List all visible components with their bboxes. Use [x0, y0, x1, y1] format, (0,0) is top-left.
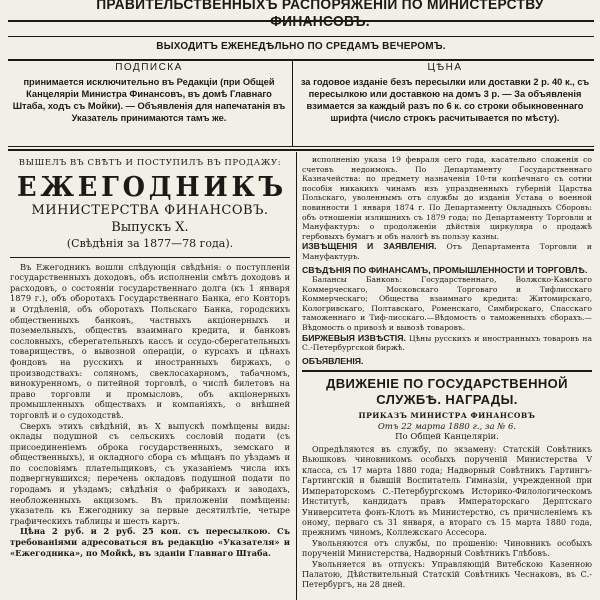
contents-paragraph: Въ Ежегодникъ вошли слѣдующія свѣдѣнія: о поступленіи государственныхъ доходовъ, объ исполненіи смѣтъ доходовъ и расходовъ, о состояніи государственнаго долга (къ 1 января 1879 г.), объ оборотахъ Государственнаго Банка, его Конторъ и Отдѣленій, объ оборотахъ Польскаго Банка, городскихъ общественныхъ банковъ, частныхъ акціонерныхъ и поземельныхъ, обществъ взаимнаго кредита, и банковъ сословныхъ, сберегательныхъ кассъ и ссудо-сберегательныхъ товариществъ, о вывозной операціи, о курсахъ и цѣнахъ фондовъ на русскихъ и иностранныхъ биржахъ, о производствахъ: соляномъ, свеклосахарномъ, табачномъ, винокуренномъ, о питейной торговлѣ, о числѣ билетовъ на право торговли и промысловъ, объ акціонерныхъ промышленныхъ обществахъ и компаніяхъ, о внѣшней торговлѣ и о судоходствѣ. [10, 261, 290, 420]
left-column [10, 156, 290, 558]
leave-paragraph: Увольняется въ отпускъ: Управляющій Витебскою Казенною Палатою, Дѣйствительный Статскій Совѣтникъ Чеснаковъ, въ С.-Петербургъ, на 28 дней. [302, 559, 592, 590]
exchange-heading: БИРЖЕВЫЯ ИЗВѢСТІЯ. [302, 332, 406, 343]
right-column [302, 155, 592, 591]
release-announcement: ВЫШЕЛЪ ВЪ СВѢТЪ И ПОСТУПИЛЪ ВЪ ПРОДАЖУ: [18, 158, 282, 168]
order-office: По Общей Канцеляріи. [395, 432, 499, 443]
price-text: за годовое изданіе безъ пересылки или доставки 2 р. 40 к., съ пересылкою или доставкою на домъ 3 р. — За объявленія взимается за каждый разъ по 6 к. со строки обыкновеннаго шрифта (число строкъ расчитывается по мѣсту). [300, 77, 590, 123]
price-paragraph: Цѣна 2 руб. и 2 руб. 25 коп. съ пересылкою. Съ требованіями адресоваться въ редакцію «Указателя» и «Ежегодника», по Мойкѣ, въ зданіи Главнаго Штаба. [10, 526, 290, 558]
service-section-heading: ДВИЖЕНІЕ ПО ГОСУДАРСТВЕННОЙ СЛУЖБѢ. НАГРАДЫ. [326, 376, 568, 408]
box-divider [292, 61, 293, 146]
subscription-heading: ПОДПИСКА [115, 62, 183, 73]
masthead-rule [8, 20, 594, 22]
boxes-rule-2 [8, 149, 594, 151]
dismissals-paragraph: Увольняются отъ службы, по прошенію: Чиновникъ особыхъ порученій Министерства, Надворный Совѣтникъ Глѣбовъ. [302, 538, 592, 559]
order-date: Отъ 22 марта 1880 г., за № 6. [377, 421, 517, 432]
news-heading: ИЗВѢЩЕНІЯ И ЗАЯВЛЕНІЯ. [302, 241, 437, 252]
masthead-title: ПРАВИТЕЛЬСТВЕННЫХЪ РАСПОРЯЖЕНІИ ПО МИНИСТЕРСТВУ [96, 0, 544, 13]
issue-years: (Свѣдѣнія за 1877—78 года). [66, 236, 234, 250]
finance-heading: СВѢДѢНІЯ ПО ФИНАНСАМЪ, ПРОМЫШЛЕННОСТИ И ТОРГОВЛѢ. [302, 264, 588, 275]
publication-tagline: ВЫХОДИТЪ ЕЖЕНЕДѢЛЬНО ПО СРЕДАМЪ ВЕЧЕРОМЪ. [156, 41, 446, 52]
boxes-rule [8, 146, 594, 147]
book-title: ЕЖЕГОДНИКЪ [17, 171, 287, 203]
order-title: ПРИКАЗЪ МИНИСТРА ФИНАНСОВЪ [358, 411, 536, 421]
finance-text: Балансы Банковъ: Государственнаго, Волжско-Камскаго Коммерческаго, Московскаго Торговаго и Тифлисскаго Коммерческаго; Общества взаимнаго кредита: Житомирскаго, Кологривскаго, Полтавскаго, Роменскаго, Симбирскаго, Спасскаго таможеннаго и Тиф-лисскаго.—Вѣдомость о таможенныхъ сборахъ.—Вѣдомость о привозѣ и вывозѣ товаровъ. [302, 275, 592, 332]
subscription-text: принимается исключительно въ Редакціи (при Общей Канцеляріи Министра Финансовъ, въ домѣ Главнаго Штаба, ходъ съ Мойки). — Объявленія для напечатанія въ Указатель принимаются тамъ же. [12, 77, 286, 123]
book-subtitle: МИНИСТЕРСТВА ФИНАНСОВЪ. [31, 202, 269, 218]
column-divider [296, 152, 297, 600]
appointments-paragraph: Опредѣляются въ службу, по экзамену: Статскій Совѣтникъ Вьюшковъ чиновникомъ особыхъ порученій Министерства V класса, съ 17 марта 1880 года; Надворный Совѣтникъ Гартингъ-Гартингскій и бывшій Воспитатель Гимназіи, учрежденной при Императорскомъ С.-Петербургскомъ Историко-Филологическомъ Институтѣ, кандидатъ правъ Императорскаго Дерптскаго Университета фонъ-Клотъ въ Министерство, съ причисленіемъ къ оному, перваго съ 31 января, а втораго съ 15 марта 1880 года, прежнимъ чиномъ, Коллежскаго Ассесора. [302, 445, 592, 538]
tagline-rule [8, 59, 594, 61]
masthead-rule-2 [8, 36, 594, 37]
issue-number: Выпускъ X. [111, 219, 189, 235]
ads-heading: ОБЪЯВЛЕНІЯ. [302, 355, 364, 366]
section-rule [302, 370, 592, 372]
ministry-orders-text: исполненію указа 19 февраля сего года, касательно сложенія со счетовъ недоимокъ. По Департаменту Государственнаго Казначейства: по предмету назначенія 10-ти копѣечнаго съ сотни пособія никакихъ чинамъ изъ упраздненныхъ губерній Царства Польскаго, уволеннымъ отъ службы до изданія Устава о военной повинности 1 января 1874 г. По Департаменту Окладныхъ Сборовъ: объ отношеніи излишнихъ съ 1879 года; по Департаменту Торговли и Мануфактуръ: о продолженіи дѣйствія циркуляра о продажѣ гербовыхъ бумагъ и объ налогѣ въ пользу казны. [302, 155, 592, 241]
divider [10, 257, 290, 258]
exchange-text: Цѣны русскихъ и иностранныхъ товаровъ на С.-Петербургской биржѣ. [302, 333, 593, 353]
price-heading: ЦѢНА [427, 62, 463, 73]
supplement-paragraph: Сверхъ этихъ свѣдѣній, въ X выпускѣ помѣщены виды: оклады подушной съ сельскихъ сословій подати (съ присоединеніемъ оброка государственныхъ, земскаго и общественныхъ), и окладного сбора съ мѣщанъ по уѣздамъ и по сословіямъ плательщиковъ, съ указаніемъ числа ихъ подвергнувшихся; перечень окладовъ подушной подати по городамъ и уѣздамъ; свѣдѣнія о фабрикахъ и заводахъ, необложенныхъ акцизомъ. Въ приложеніи помѣщены: указатель къ Ежегоднику за первые десятилѣтіе, четыре графическихъ таблицы и шесть картъ. [10, 420, 290, 526]
news-text: Отъ Департамента Торговли и Мануфактуръ. [302, 242, 592, 261]
